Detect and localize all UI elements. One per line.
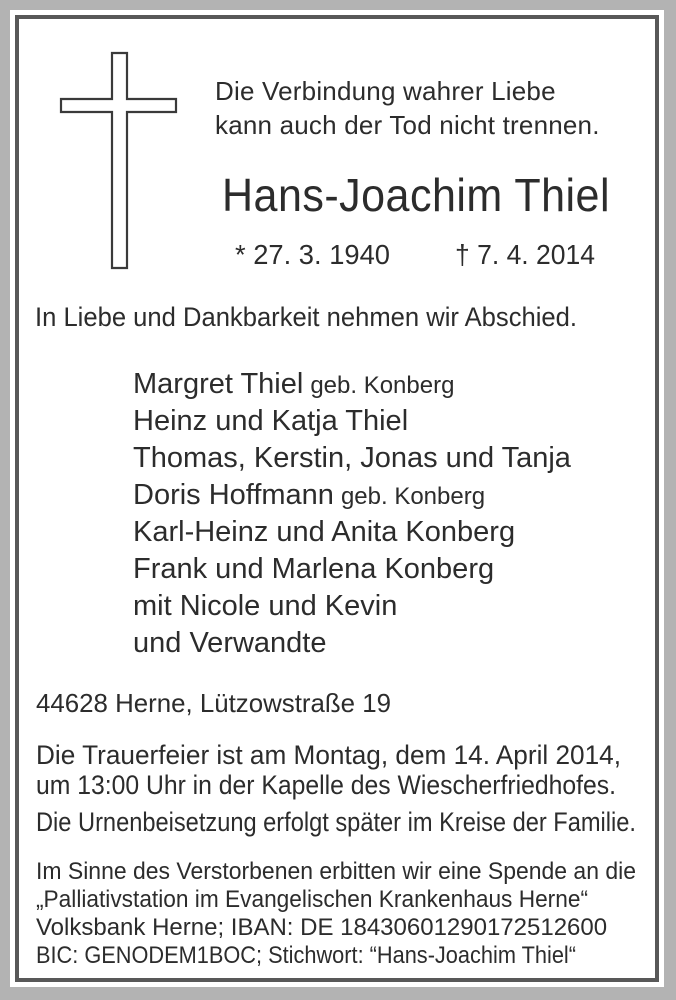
death-date-text: † 7. 4. 2014 bbox=[455, 239, 595, 270]
intro-text: In Liebe und Dankbarkeit nehmen wir Abschied. bbox=[35, 302, 577, 332]
mourner-name: Thomas, Kerstin, Jonas und Tanja bbox=[133, 442, 571, 474]
funeral-text-2: um 13:00 Uhr in der Kapelle des Wiescherfriedhofes. bbox=[36, 770, 616, 800]
mourner-name: Doris Hoffmann bbox=[133, 479, 334, 511]
epigraph-line-2: kann auch der Tod nicht trennen. bbox=[215, 110, 600, 140]
address-line bbox=[36, 690, 393, 716]
deceased-name bbox=[222, 169, 637, 221]
donation-line bbox=[36, 858, 663, 886]
mourner-name: und Verwandte bbox=[133, 627, 327, 659]
mourners-list bbox=[133, 366, 578, 662]
deceased-name-text: Hans-Joachim Thiel bbox=[222, 169, 610, 221]
funeral-text-1: Die Trauerfeier ist am Montag, dem 14. April 2014, bbox=[36, 740, 621, 770]
address-text: 44628 Herne, Lützowstraße 19 bbox=[36, 688, 391, 718]
funeral-info-line-3 bbox=[36, 809, 676, 836]
birth-date-text: * 27. 3. 1940 bbox=[235, 239, 390, 270]
donation-line bbox=[36, 886, 663, 914]
mourner-line bbox=[133, 625, 578, 662]
donation-line bbox=[36, 914, 663, 942]
donation-text-2: „Palliativstation im Evangelischen Krankenhaus Herne“ bbox=[36, 886, 588, 913]
mourner-line bbox=[133, 366, 578, 403]
donation-text-3: Volksbank Herne; IBAN: DE 18430601290172512600 bbox=[36, 914, 608, 941]
mourner-name: Heinz und Katja Thiel bbox=[133, 405, 409, 437]
donation-text-4: BIC: GENODEM1BOC; Stichwort: “Hans-Joachim Thiel“ bbox=[36, 942, 576, 969]
mourner-line bbox=[133, 588, 578, 625]
epigraph-line-1: Die Verbindung wahrer Liebe bbox=[215, 76, 556, 106]
epigraph bbox=[215, 74, 600, 142]
mourner-name-suffix: geb. Konberg bbox=[340, 483, 486, 510]
mourner-line bbox=[133, 440, 578, 477]
mourner-name: Margret Thiel bbox=[133, 368, 304, 400]
funeral-text-3: Die Urnenbeisetzung erfolgt später im Kreise der Familie. bbox=[36, 807, 636, 837]
mourner-line bbox=[133, 477, 578, 514]
mourner-name: mit Nicole und Kevin bbox=[133, 590, 398, 622]
mourner-line bbox=[133, 514, 578, 551]
cross-icon bbox=[58, 50, 178, 270]
mourner-name: Frank und Marlena Konberg bbox=[133, 553, 495, 585]
mourner-line bbox=[133, 403, 578, 440]
funeral-info-line-1 bbox=[36, 742, 639, 769]
birth-date bbox=[235, 241, 394, 269]
donation-text-1: Im Sinne des Verstorbenen erbitten wir eine Spende an die bbox=[36, 858, 636, 885]
intro-line bbox=[35, 304, 607, 331]
mourner-name: Karl-Heinz und Anita Konberg bbox=[133, 516, 516, 548]
funeral-info-line-2 bbox=[36, 772, 669, 799]
donation-line bbox=[36, 942, 663, 970]
mourner-line bbox=[133, 551, 578, 588]
death-date bbox=[455, 241, 603, 269]
mourner-name-suffix: geb. Konberg bbox=[310, 372, 455, 399]
donation-info bbox=[36, 858, 663, 970]
